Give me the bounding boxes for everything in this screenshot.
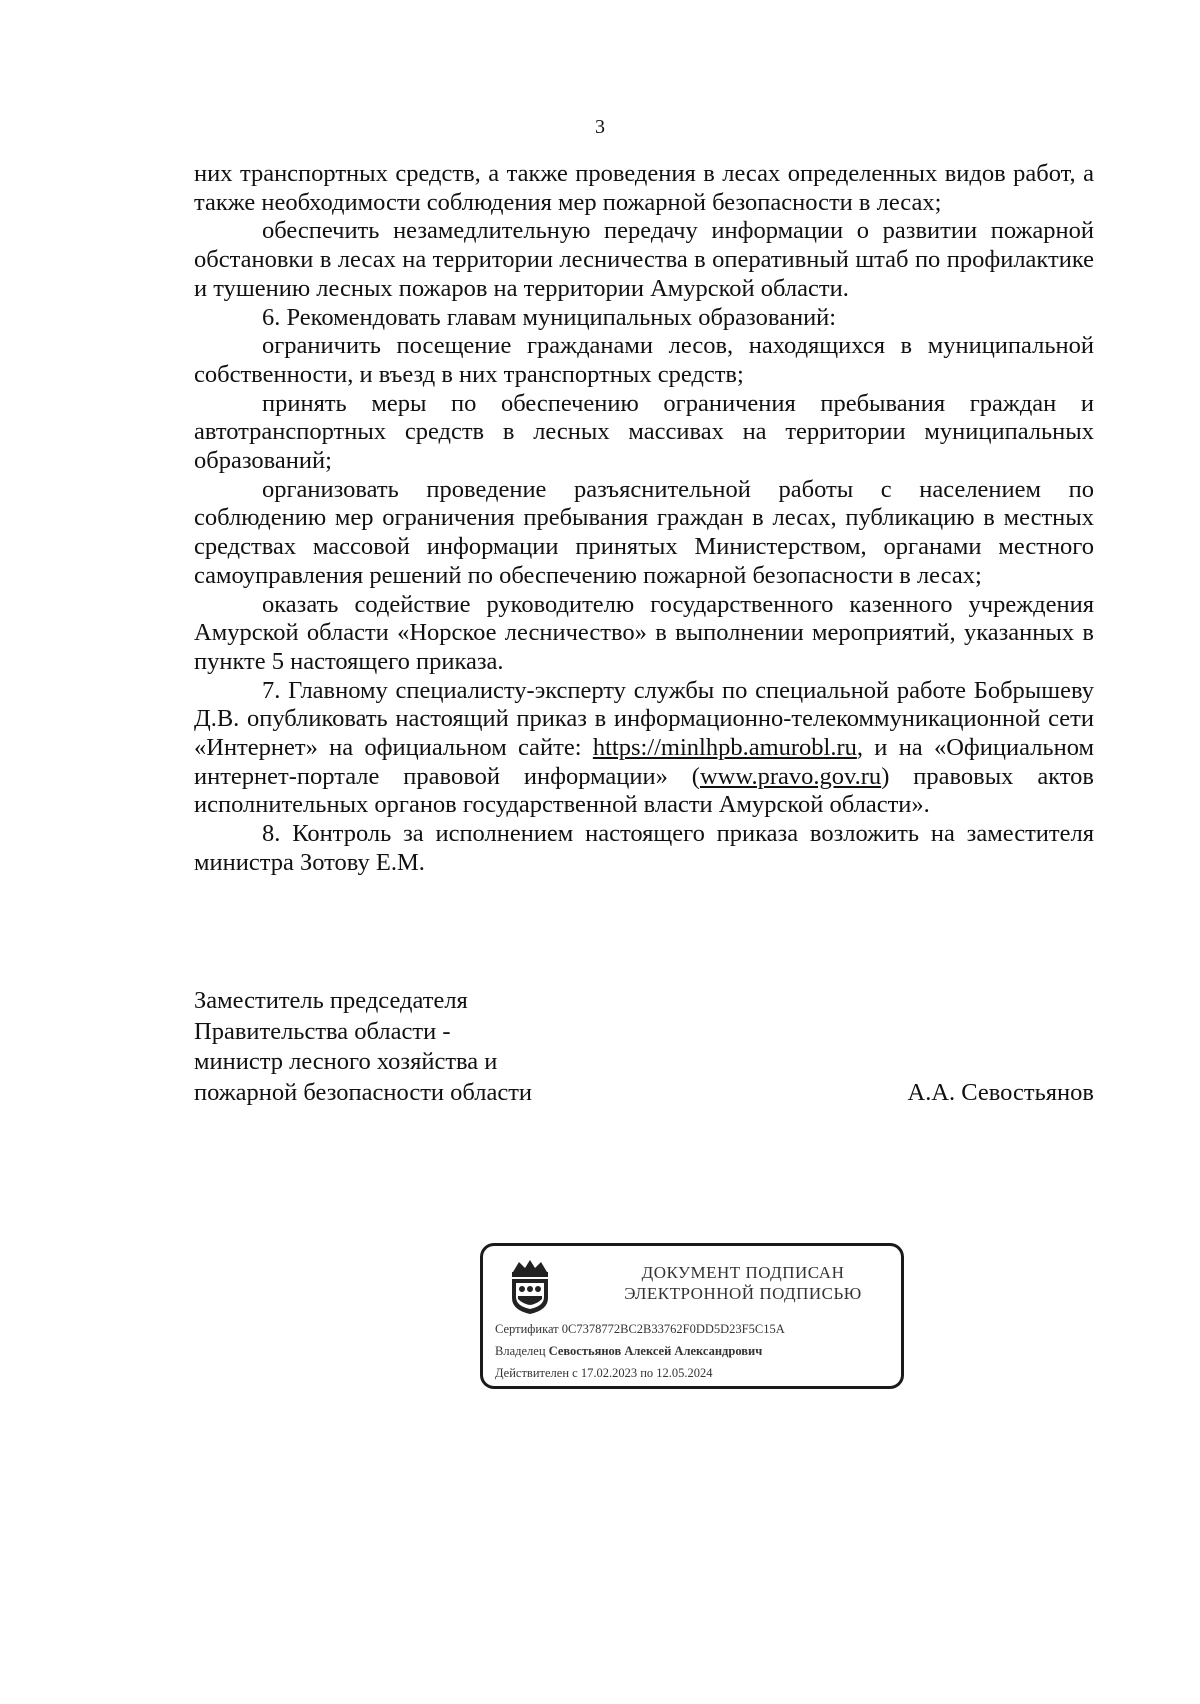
paragraph-organize-outreach: организовать проведение разъяснительной работы с населением по соблюдению мер ограничения пребывания граждан в лесах, публикацию в местных средствах массовой информации принятых Министерством, органами местного самоуправления решений по обеспечению пожарной безопасности в лесах; — [194, 475, 1094, 589]
paragraph-item-8: 8. Контроль за исполнением настоящего приказа возложить на заместителя министра Зотову Е.М. — [194, 820, 1094, 876]
paragraph-item-7 — [194, 677, 1094, 821]
valid-from-date: 17.02.2023 — [580, 1366, 638, 1380]
page-number: 3 — [595, 116, 605, 138]
order-text — [194, 160, 1094, 878]
valid-label: Действителен — [495, 1366, 570, 1380]
validity-row — [495, 1362, 899, 1384]
paragraph-take-measures: принять меры по обеспечению ограничения пребывания граждан и автотранспортных средств в лесных массивах на территории муниципальных образований; — [194, 389, 1094, 475]
signer-position — [194, 986, 754, 1108]
paragraph-assist: оказать содействие руководителю государственного казенного учреждения Амурской области «Норское лесничество» в выполнении мероприятий, указанных в пункте 5 настоящего приказа. — [194, 590, 1094, 675]
paragraph-continuation: них транспортных средств, а также проведения в лесах определенных видов работ, а также необходимости соблюдения мер пожарной безопасности в лесах; — [194, 160, 1094, 216]
ministry-site-link[interactable]: https://minlhpb.amurobl.ru — [592, 734, 857, 762]
valid-to-word: по — [640, 1366, 654, 1380]
paragraph-item-6: 6. Рекомендовать главам муниципальных образований: — [262, 303, 837, 331]
pravo-portal-link[interactable]: www.pravo.gov.ru — [699, 762, 882, 790]
signer-position-line: пожарной безопасности области — [194, 1078, 533, 1106]
item7-text-after: ) правовых актов исполнительных органов государственной власти Амурской области». — [194, 762, 1094, 819]
signature-block — [194, 986, 1094, 1108]
coat-of-arms-icon — [507, 1258, 553, 1316]
paragraph-restrict-visits: ограничить посещение гражданами лесов, находящихся в муниципальной собственности, и въезд в них транспортных средств; — [194, 332, 1094, 388]
valid-to-date: 12.05.2024 — [656, 1366, 713, 1380]
item7-text-middle: , и на «Официальном интернет-портале правовой информации» ( — [194, 734, 1094, 790]
stamp-title — [593, 1262, 893, 1304]
signer-position-line: Правительства области - — [194, 1017, 451, 1045]
stamp-title-line: ДОКУМЕНТ ПОДПИСАН — [641, 1263, 845, 1282]
stamp-details — [495, 1318, 899, 1384]
certificate-row — [495, 1318, 899, 1340]
certificate-value: 0C7378772BC2B33762F0DD5D23F5C15A — [561, 1322, 785, 1336]
electronic-signature-stamp — [480, 1243, 904, 1389]
certificate-label: Сертификат — [495, 1322, 559, 1336]
owner-row — [495, 1340, 899, 1362]
signer-position-line: Заместитель председателя — [194, 987, 468, 1014]
paragraph-ensure-transfer: обеспечить незамедлительную передачу информации о развитии пожарной обстановки в лесах на территории лесничества в оперативный штаб по профилактике и тушению лесных пожаров на территории Амурской области. — [194, 217, 1094, 302]
stamp-title-line: ЭЛЕКТРОННОЙ ПОДПИСЬЮ — [624, 1284, 862, 1303]
owner-label: Владелец — [495, 1344, 546, 1358]
signer-position-line: министр лесного хозяйства и — [194, 1048, 498, 1075]
owner-value: Севостьянов Алексей Александрович — [548, 1344, 763, 1358]
item7-text-before: 7. Главному специалисту-эксперту службы по специальной работе Бобрышеву Д.В. опубликовать настоящий приказ в информационно-телекоммуникационной сети «Интернет» на официальном сайте: — [194, 676, 1094, 762]
signer-name: А.А. Севостьянов — [907, 1078, 1094, 1106]
valid-from-word: с — [572, 1366, 578, 1380]
